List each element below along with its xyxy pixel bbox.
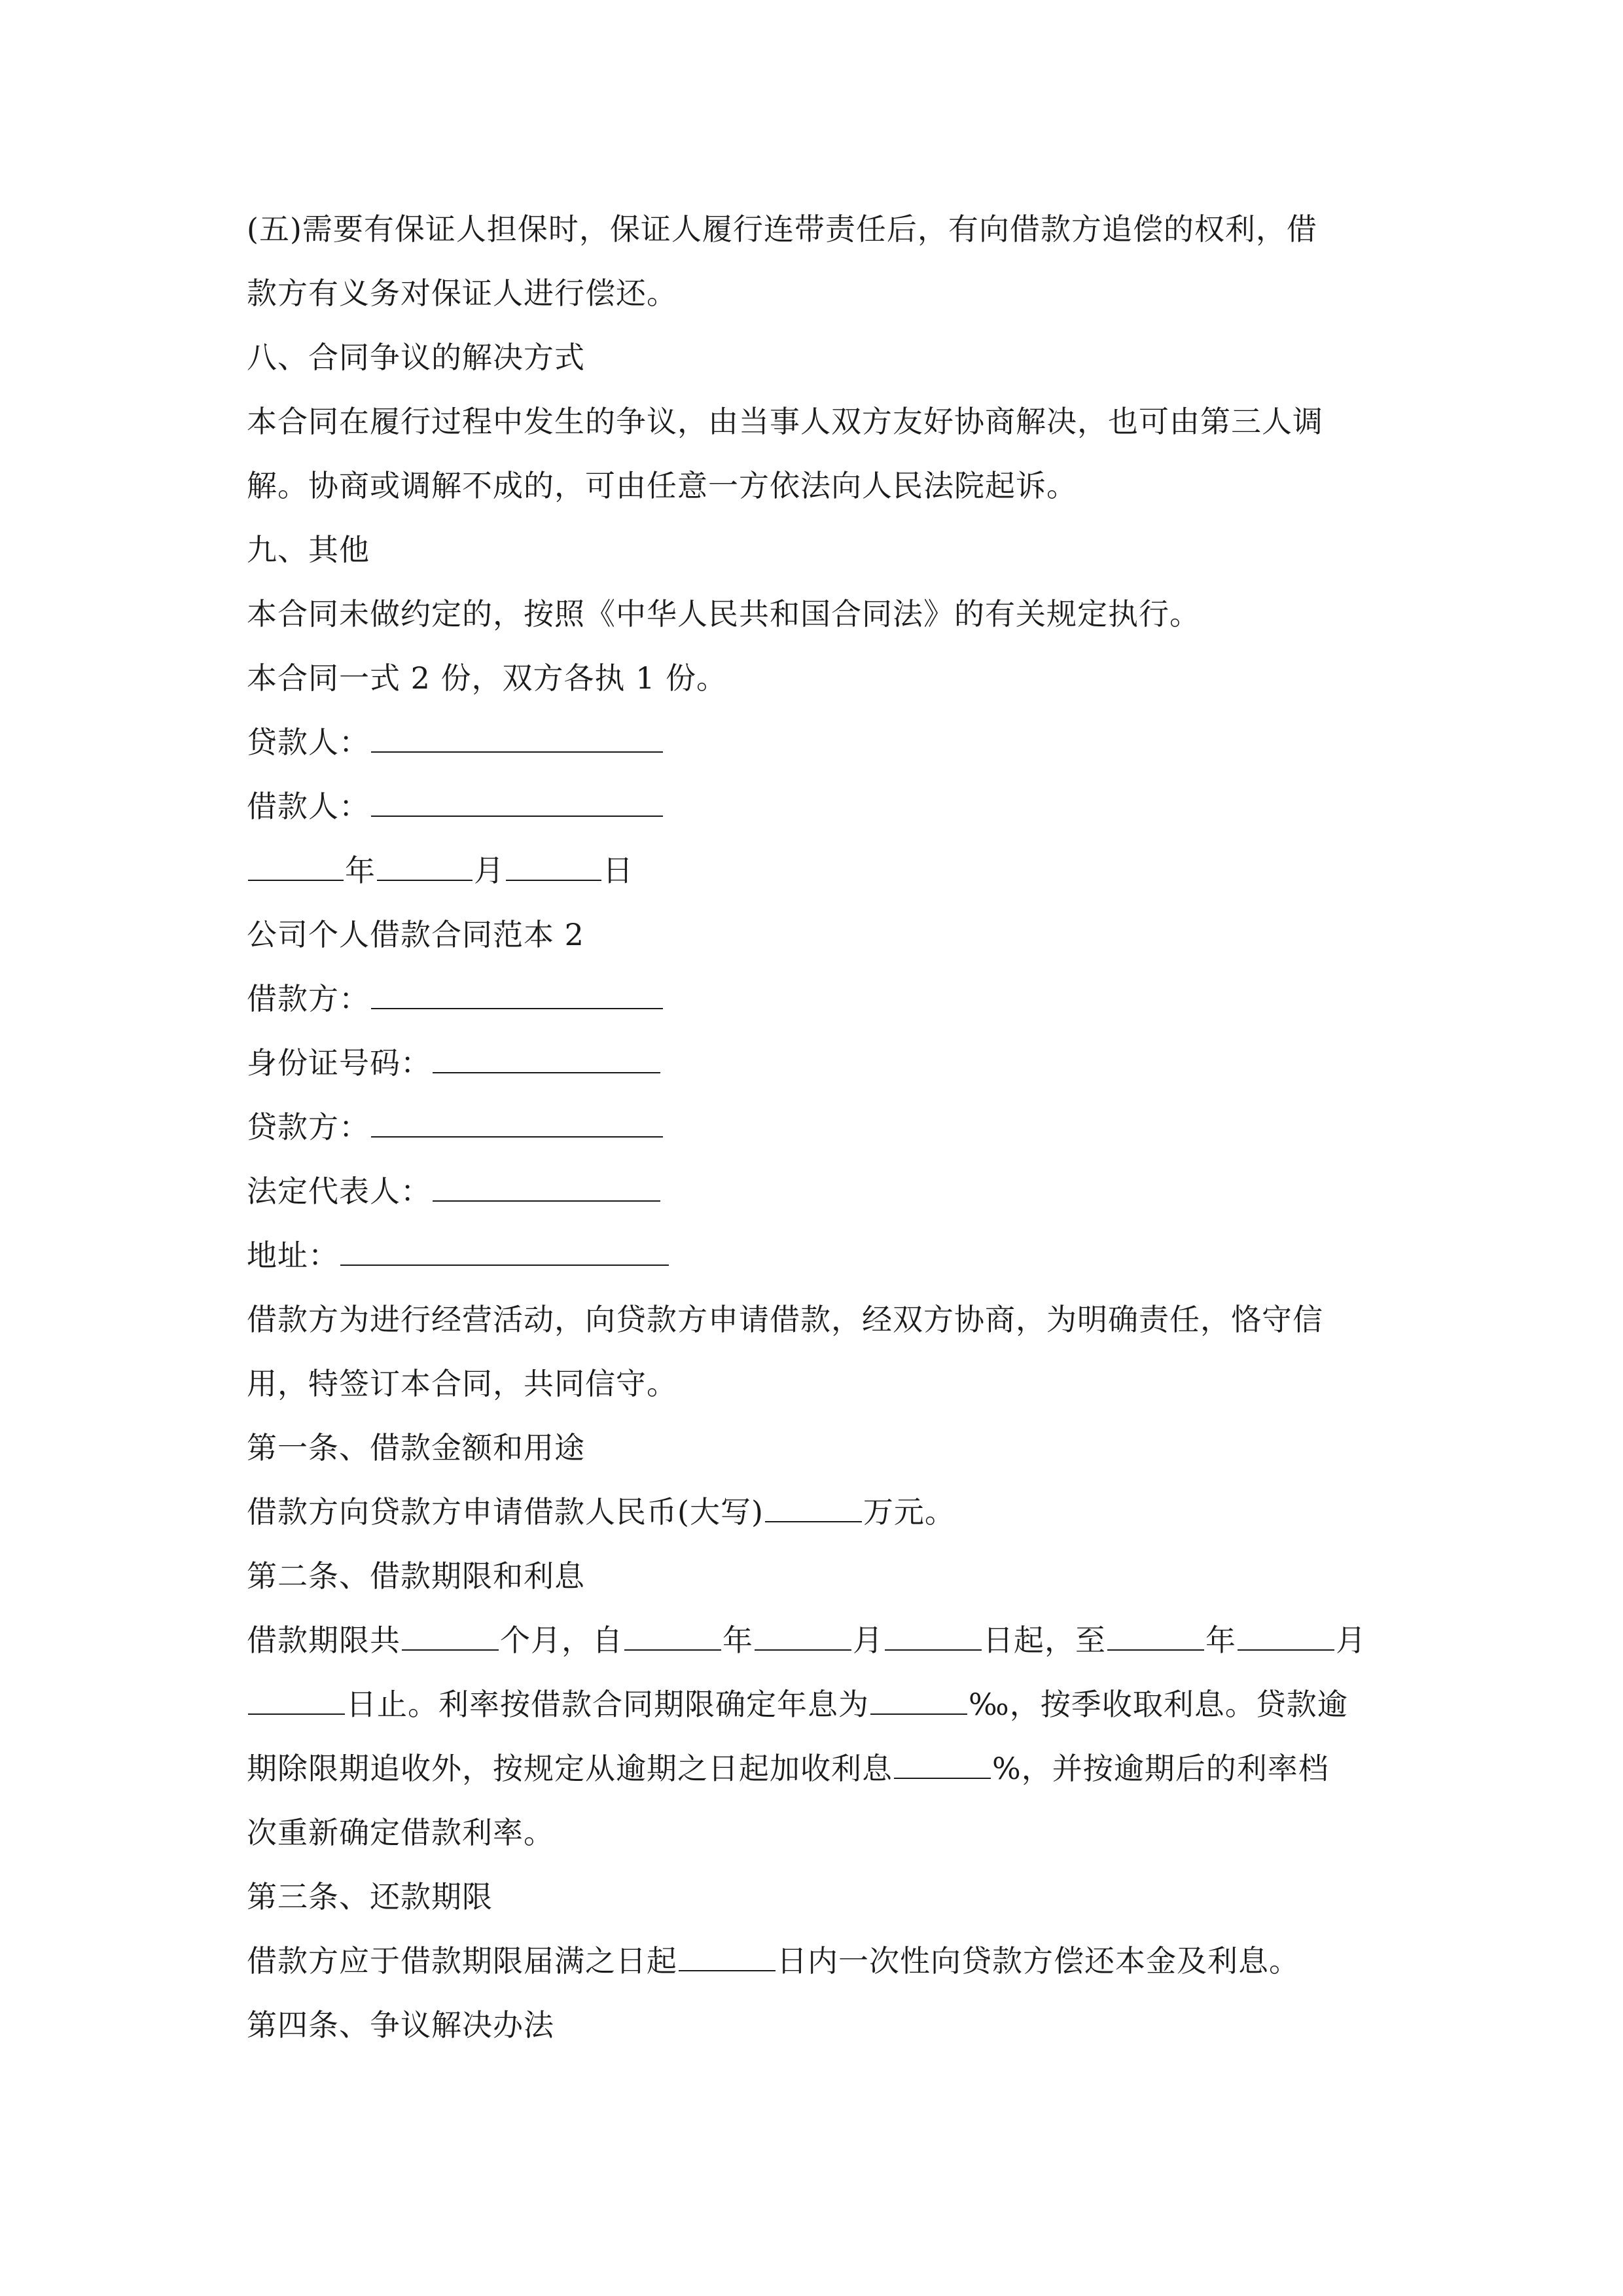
lender-label: 贷款人：	[247, 725, 370, 760]
overdue-text-1: 期除限期追收外，按规定从逾期之日起加收利息	[247, 1751, 893, 1786]
lender-signature-line	[247, 711, 1379, 774]
loan-amount-blank[interactable]	[765, 1488, 862, 1522]
month-blank[interactable]	[377, 847, 473, 881]
article-1-text-b: 万元。	[863, 1494, 955, 1530]
start-day-blank[interactable]	[885, 1617, 982, 1651]
repay-days-blank[interactable]	[679, 1937, 776, 1971]
day-blank[interactable]	[506, 847, 601, 881]
section-9-text: 本合同未做约定的，按照《中华人民共和国合同法》的有关规定执行。	[247, 596, 1200, 632]
interest-text-1: 日止。利率按借款合同期限确定年息为	[346, 1687, 869, 1722]
legal-rep-blank[interactable]	[433, 1168, 660, 1202]
section-8-heading: 八、合同争议的解决方式	[247, 340, 585, 375]
preamble-line-2: 用，特签订本合同，共同信守。	[247, 1366, 677, 1401]
section-8-text-line-1: 本合同在履行过程中发生的争议，由当事人双方友好协商解决，也可由第三人调	[247, 404, 1323, 439]
article-2-heading: 第二条、借款期限和利息	[247, 1558, 585, 1594]
borrower-party-line	[247, 967, 1379, 1030]
article-2-line-1	[247, 1609, 1379, 1672]
article-3-line-1	[247, 1929, 1379, 1992]
term-text-4: 月	[853, 1623, 883, 1658]
year-label: 年	[345, 853, 376, 888]
borrower-label: 借款人：	[247, 789, 370, 824]
address-label: 地址：	[247, 1238, 339, 1273]
end-day-blank[interactable]	[248, 1681, 345, 1715]
day-label: 日	[603, 853, 633, 888]
address-line	[247, 1224, 1379, 1287]
section-9-heading: 九、其他	[247, 532, 370, 567]
end-month-blank[interactable]	[1238, 1617, 1334, 1651]
article-1-heading: 第一条、借款金额和用途	[247, 1430, 585, 1465]
id-number-blank[interactable]	[433, 1039, 660, 1073]
borrower-blank[interactable]	[371, 783, 663, 817]
month-label: 月	[474, 853, 505, 888]
article-2-line-4: 次重新确定借款利率。	[247, 1815, 554, 1850]
preamble-line-1: 借款方为进行经营活动，向贷款方申请借款，经双方协商，为明确责任，恪守信	[247, 1302, 1323, 1337]
lender-party-label: 贷款方：	[247, 1109, 370, 1145]
borrower-signature-line	[247, 775, 1379, 838]
overdue-rate-blank[interactable]	[894, 1745, 991, 1779]
lender-party-line	[247, 1096, 1379, 1158]
article-4-heading: 第四条、争议解决办法	[247, 2007, 554, 2043]
lender-blank[interactable]	[371, 719, 663, 753]
section-8-text-line-2: 解。协商或调解不成的，可由任意一方依法向人民法院起诉。	[247, 468, 1077, 503]
legal-rep-label: 法定代表人：	[247, 1174, 431, 1209]
term-text-5: 日起，至	[983, 1623, 1106, 1658]
end-year-blank[interactable]	[1107, 1617, 1204, 1651]
term-text-2: 个月，自	[500, 1623, 623, 1658]
term-text-6: 年	[1205, 1623, 1236, 1658]
term-text-1: 借款期限共	[247, 1623, 401, 1658]
id-number-label: 身份证号码：	[247, 1045, 431, 1081]
annual-rate-blank[interactable]	[870, 1681, 967, 1715]
legal-rep-line	[247, 1160, 1379, 1223]
article-2-line-3	[247, 1737, 1379, 1800]
id-number-line	[247, 1031, 1379, 1094]
article-3-heading: 第三条、还款期限	[247, 1879, 493, 1914]
repay-text-1: 借款方应于借款期限届满之日起	[247, 1943, 677, 1979]
article-1-amount-line	[247, 1480, 1379, 1543]
borrower-party-label: 借款方：	[247, 981, 370, 1016]
borrower-party-blank[interactable]	[371, 975, 663, 1009]
start-month-blank[interactable]	[755, 1617, 851, 1651]
overdue-text-2: %，并按逾期后的利率档	[992, 1751, 1329, 1786]
term-months-blank[interactable]	[402, 1617, 499, 1651]
copies-statement: 本合同一式 2 份，双方各执 1 份。	[247, 660, 728, 696]
clause-5-guarantor-line-2: 款方有义务对保证人进行偿还。	[247, 276, 677, 311]
article-1-text-a: 借款方向贷款方申请借款人民币(大写)	[247, 1494, 764, 1530]
year-blank[interactable]	[248, 847, 344, 881]
template-2-title: 公司个人借款合同范本 2	[247, 917, 584, 952]
address-blank[interactable]	[340, 1232, 669, 1266]
repay-text-2: 日内一次性向贷款方偿还本金及利息。	[777, 1943, 1300, 1979]
lender-party-blank[interactable]	[371, 1103, 663, 1138]
start-year-blank[interactable]	[624, 1617, 721, 1651]
interest-text-2: ‰，按季收取利息。贷款逾	[969, 1687, 1348, 1722]
signing-date-line	[247, 839, 1379, 902]
term-text-3: 年	[722, 1623, 753, 1658]
term-text-7: 月	[1336, 1623, 1366, 1658]
article-2-line-2	[247, 1673, 1379, 1736]
clause-5-guarantor-line-1: (五)需要有保证人担保时，保证人履行连带责任后，有向借款方追偿的权利，借	[247, 211, 1317, 247]
